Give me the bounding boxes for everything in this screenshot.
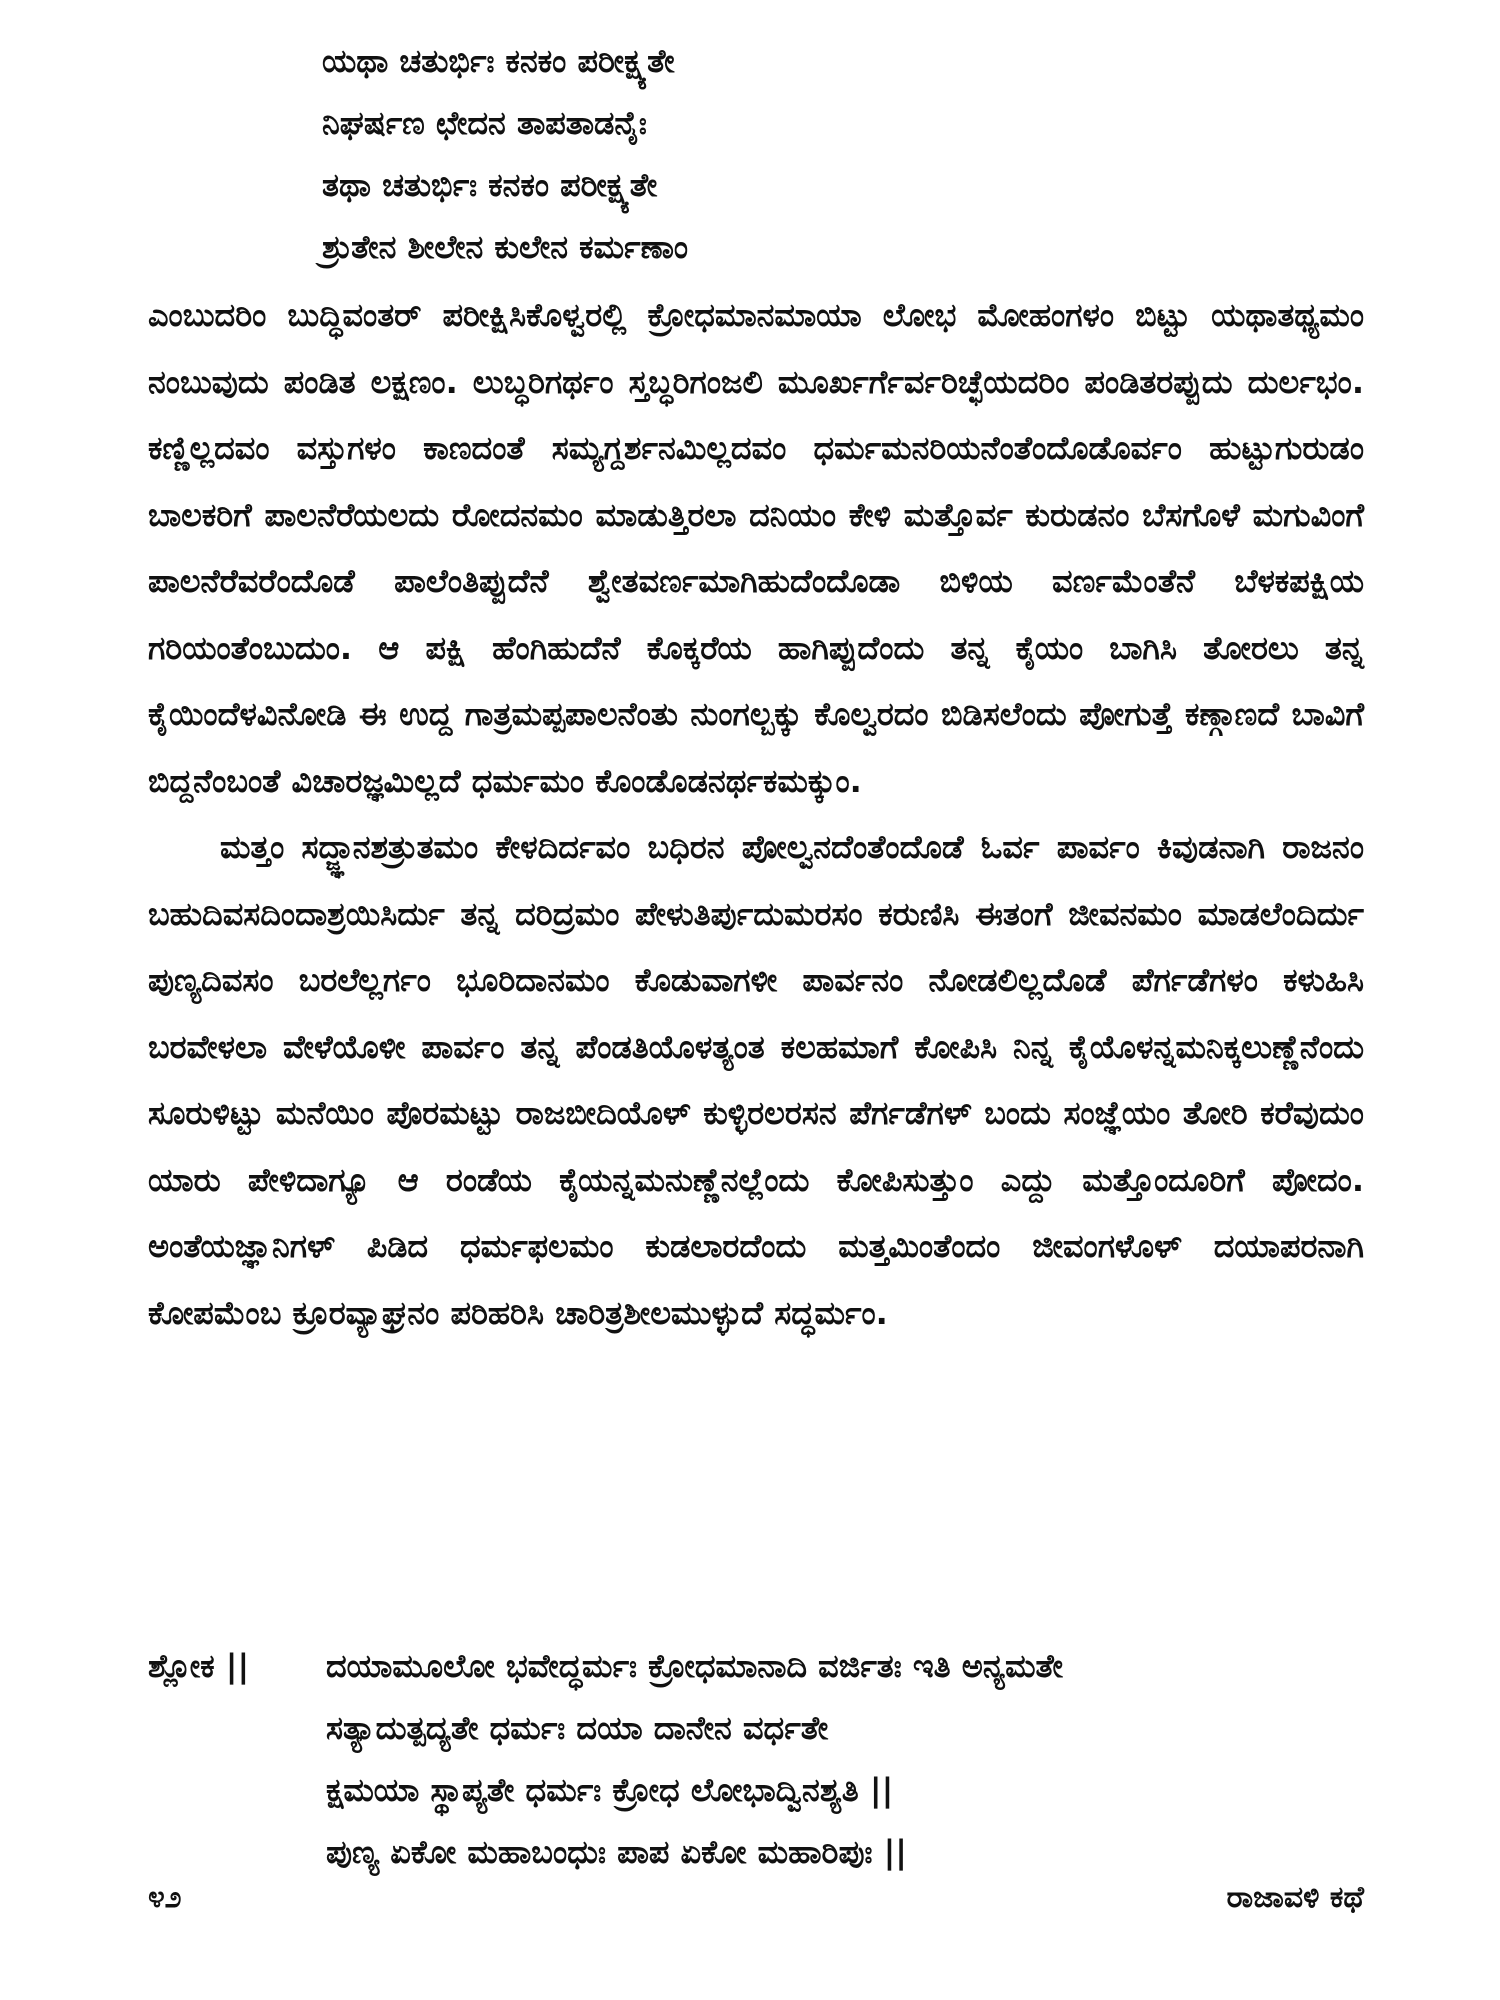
shloka-line: ದಯಾಮೂಲೋ ಭವೇದ್ಧರ್ಮಃ ಕ್ರೋಧಮಾನಾದಿ ವರ್ಜಿತಃ ಇತಿ ಅನ್ಯಮತೇ [326, 1647, 1063, 1685]
verse-line: ನಿಘರ್ಷಣ ಛೇದನ ತಾಪತಾಡನೈಃ [322, 104, 647, 142]
paragraph-2: ಮತ್ತಂ ಸದ್ಜ್ಞಾನಶತ್ರುತಮಂ ಕೇಳದಿರ್ದವಂ ಬಧಿರನ ಪೋಲ್ವನದೆಂತೆಂದೊಡೆ ಓರ್ವ ಪಾರ್ವಂ ಕಿವುಡನಾಗಿ ರಾಜನಂ ಬಹುದಿವಸದಿಂದಾಶ್ರಯಿಸಿರ್ದು ತನ್ನ ದರಿದ್ರಮಂ ಪೇಳುತಿರ್ಪುದುಮರಸಂ ಕರುಣಿಸಿ ಈತಂಗೆ ಜೀವನಮಂ ಮಾಡಲೆಂದಿರ್ದು ಪುಣ್ಯದಿವಸಂ ಬರಲೆಲ್ಲರ್ಗಂ ಭೂರಿದಾನಮಂ ಕೊಡುವಾಗಳೀ ಪಾರ್ವನಂ ನೋಡಲಿಲ್ಲದೊಡೆ ಪೆರ್ಗಡೆಗಳಂ ಕಳುಹಿಸಿ ಬರವೇಳಲಾ ವೇಳೆಯೊಳೀ ಪಾರ್ವಂ ತನ್ನ ಪೆಂಡತಿಯೊಳತ್ಯಂತ ಕಲಹಮಾಗೆ ಕೋಪಿಸಿ ನಿನ್ನ ಕೈಯೊಳನ್ನಮನಿಕ್ಕಲುಣ್ಣೆನೆಂದು ಸೂರುಳಿಟ್ಟು ಮನೆಯಿಂ ಪೊರಮಟ್ಟು ರಾಜಬೀದಿಯೊಳ್ ಕುಳ್ಳಿರಲರಸನ ಪೆರ್ಗಡೆಗಳ್ ಬಂದು ಸಂಜ್ಞೆಯಂ ತೋರಿ ಕರೆವುದುಂ ಯಾರು ಪೇಳಿದಾಗ್ಯೂ ಆ ರಂಡೆಯ ಕೈಯನ್ನಮನುಣ್ಣೆನಲ್ಲೆಂದು ಕೋಪಿಸುತ್ತುಂ ಎದ್ದು ಮತ್ತೊಂದೂರಿಗೆ ಪೋದಂ. ಅಂತೆಯಜ್ಞಾನಿಗಳ್ ಪಿಡಿದ ಧರ್ಮಫಲಮಂ ಕುಡಲಾರದೆಂದು ಮತ್ತಮಿಂತೆಂದಂ ಜೀವಂಗಳೊಳ್ ದಯಾಪರನಾಗಿ ಕೋಪಮೆಂಬ ಕ್ರೂರವ್ಯಾಘ್ರನಂ ಪರಿಹರಿಸಿ ಚಾರಿತ್ರಶೀಲಮುಳ್ಳುದೆ ಸದ್ಧರ್ಮಂ. [148, 828, 1364, 1332]
opening-verse [322, 30, 1322, 278]
shloka-line: ಪುಣ್ಯ ಏಕೋ ಮಹಾಬಂಧುಃ ಪಾಪ ಏಕೋ ಮಹಾರಿಪುಃ || [326, 1833, 907, 1871]
page-footer [148, 1880, 1364, 1930]
prose-body [148, 282, 1364, 1346]
paragraph-1: ಎಂಬುದರಿಂ ಬುದ್ಧಿವಂತರ್ ಪರೀಕ್ಷಿಸಿಕೊಳ್ವರಲ್ಲಿ ಕ್ರೋಧಮಾನಮಾಯಾ ಲೋಭ ಮೋಹಂಗಳಂ ಬಿಟ್ಟು ಯಥಾತಥ್ಯಮಂ ನಂಬುವುದು ಪಂಡಿತ ಲಕ್ಷಣಂ. ಲುಬ್ಧರಿಗರ್ಥಂ ಸ್ತಬ್ಧರಿಗಂಜಲಿ ಮೂರ್ಖರ್ಗೆರ್ವರಿಚ್ಛೆಯದರಿಂ ಪಂಡಿತರಪ್ಪುದು ದುರ್ಲಭಂ. ಕಣ್ಣಿಲ್ಲದವಂ ವಸ್ತುಗಳಂ ಕಾಣದಂತೆ ಸಮ್ಯಗ್ದರ್ಶನಮಿಲ್ಲದವಂ ಧರ್ಮಮನರಿಯನೆಂತೆಂದೊಡೊರ್ವಂ ಹುಟ್ಟುಗುರುಡಂ ಬಾಲಕರಿಗೆ ಪಾಲನೆರೆಯಲದು ರೋದನಮಂ ಮಾಡುತ್ತಿರಲಾ ದನಿಯಂ ಕೇಳಿ ಮತ್ತೊರ್ವ ಕುರುಡನಂ ಬೆಸಗೊಳೆ ಮಗುವಿಂಗೆ ಪಾಲನೆರೆವರೆಂದೊಡೆ ಪಾಲೆಂತಿಪ್ಪುದೆನೆ ಶ್ವೇತವರ್ಣಮಾಗಿಹುದೆಂದೊಡಾ ಬಿಳಿಯ ವರ್ಣಮೆಂತೆನೆ ಬೆಳಕಪಕ್ಷಿಯ ಗರಿಯಂತೆಂಬುದುಂ. ಆ ಪಕ್ಷಿ ಹೆಂಗಿಹುದೆನೆ ಕೊಕ್ಕರೆಯ ಹಾಗಿಪ್ಪುದೆಂದು ತನ್ನ ಕೈಯಂ ಬಾಗಿಸಿ ತೋರಲು ತನ್ನ ಕೈಯಿಂದೆಳವಿನೋಡಿ ಈ ಉದ್ದ ಗಾತ್ರಮಪ್ಪಪಾಲನೆಂತು ನುಂಗಲ್ಬಕ್ಕು ಕೊಲ್ವರದಂ ಬಿಡಿಸಲೆಂದು ಪೋಗುತ್ತೆ ಕಣ್ಗಾಣದೆ ಬಾವಿಗೆ ಬಿದ್ದನೆಂಬಂತೆ ವಿಚಾರಜ್ಞಮಿಲ್ಲದೆ ಧರ್ಮಮಂ ಕೊಂಡೊಡನರ್ಥಕಮಕ್ಕುಂ. [148, 296, 1364, 800]
page-number: ೪೨ [148, 1880, 182, 1915]
verse-line: ಶ್ರುತೇನ ಶೀಲೇನ ಕುಲೇನ ಕರ್ಮಣಾಂ [322, 228, 689, 266]
shloka-lines [326, 1635, 1364, 1883]
shloka-line: ಸತ್ಯಾದುತ್ಪದ್ಯತೇ ಧರ್ಮಃ ದಯಾ ದಾನೇನ ವರ್ಧತೇ [326, 1709, 829, 1747]
shloka-label: ಶ್ಲೋಕ || [148, 1647, 250, 1685]
shloka-line: ಕ್ಷಮಯಾ ಸ್ಥಾಪ್ಯತೇ ಧರ್ಮಃ ಕ್ರೋಧ ಲೋಭಾದ್ವಿನಶ್ಯತಿ || [326, 1771, 894, 1809]
verse-line: ಯಥಾ ಚತುರ್ಭಿಃ ಕನಕಂ ಪರೀಕ್ಷ್ಯತೇ [322, 42, 675, 80]
running-title: ರಾಜಾವಳಿ ಕಥೆ [1226, 1880, 1364, 1915]
verse-line: ತಥಾ ಚತುರ್ಭಿಃ ಕನಕಂ ಪರೀಕ್ಷ್ಯತೇ [322, 166, 658, 204]
shloka-block [148, 1635, 1364, 1883]
